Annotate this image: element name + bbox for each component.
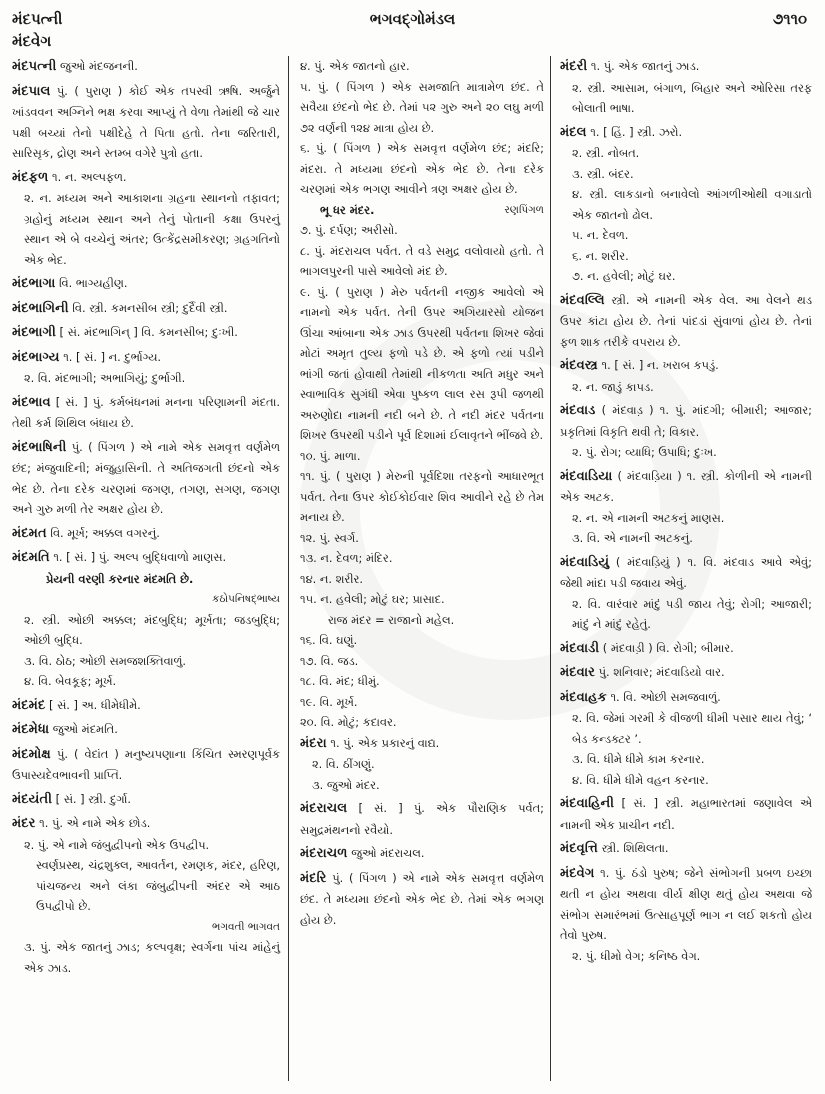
definition: વિ. ભાગ્યહીણ. (58, 276, 128, 290)
dictionary-entry (300, 843, 544, 865)
dictionary-entry (12, 547, 280, 692)
headword: મંદપત્ની (12, 59, 57, 74)
sense: ૧. પું. એક પ્રકારનું વાદ્ય. (330, 735, 440, 750)
headword: મંદર (12, 816, 36, 831)
headword: મંદવાર (560, 665, 595, 680)
sense: ૨. પું. ધીમો વેગ; કનિષ્ઠ વેગ. (572, 948, 701, 963)
dictionary-entry (12, 789, 280, 811)
guide-word-first: મંદપત્ની (12, 10, 63, 28)
definition: પું. ( પિંગળ ) એ નામે એક સમવૃત્ત વર્ણમેળ છંદ. તે મધ્યમા છંદનો એક ભેદ છે. તેમાં એક ભગણ હોય છે. (300, 870, 544, 927)
citation-quote: રાજ મંદર = રાજાનો મહેલ. (328, 612, 455, 627)
definition: [ સં. ] અ. ધીમેધીમે. (49, 697, 141, 712)
sense: ૩. જુઓ મંદર. (312, 777, 380, 792)
sense: ૪. પું. એક જાતનો હાર. (300, 59, 410, 73)
dictionary-entry (300, 733, 544, 796)
citation-source: કઠોપનિષદ્ભાષ્ય (211, 593, 280, 605)
headword: મંદવાડ (560, 403, 596, 418)
sense: ૮. પું. મંદરાચલ પર્વત. તે વડે સમુદ્ર વલોવાયો હતો. તે ભાગલપુરની પાસે આવેલો મંદ છે. (300, 243, 544, 278)
definition: વિ. મૂર્ખ; અક્કલ વગરનું. (50, 525, 160, 540)
sense: ૨. પું. રોગ; વ્યાધિ; ઉપાધિ; દુઃખ. (572, 445, 717, 459)
headword: મંદવેગ (560, 865, 595, 881)
sense: ૧૧. પું. ( પુરાણ ) મેરુની પૂર્વદિશા તરફનો આધારભૂત પર્વત. તેના ઉપર કોઈકોઈવાર શિવ આવીને રહે છે તેમ મનાય છે. (300, 469, 544, 524)
sense: ૩. વિ. ધીમે ધીમે કામ કરનાર. (572, 752, 705, 766)
dictionary-entry (560, 552, 812, 635)
sense: ૫. ન. દેવળ. (572, 228, 629, 242)
dictionary-entry (560, 355, 812, 397)
sense: ૫. પું. ( પિંગળ ) એક સમજાતિ માત્રામેળ છંદ. તે સવૈયા છંદનો ભેદ છે. તેમાં ૫૨ ગુરુ અને ૨૦ લઘુ મળી ૭૨ વર્ણની ૧૨૪ માત્રા હોય છે. (300, 79, 544, 135)
definition: પું. ( પિંગળ ) એ નામે એક સમવૃત્ત વર્ણમેળ છંદ; મંજુવાદિની; મંજુહાસિની. તે અતિજગતી છંદનો એક ભેદ છે. તેના દરેક ચરણમાં જગણ, તગણ, સગણ, જગણ અને ગુરુ મળી તેર અક્ષર હોય છે. (12, 439, 280, 516)
headword: મંદભાગા (12, 276, 56, 291)
headword: મંદભાગ્ય (12, 349, 60, 365)
sense: ૨. ન. એ નામની અટકનું માણસ. (572, 510, 725, 525)
dictionary-entry (12, 347, 280, 389)
dictionary-entry (12, 437, 280, 520)
headword: મંદવૃત્તિ (560, 841, 598, 856)
sense: ૩. વિ. ઠોઠ; ઓછી સમજશક્તિવાળું. (24, 653, 186, 668)
sense: ૨. સ્ત્રી. ઓછી અક્કલ; મંદબુદ્ધિ; મૂર્ખતા; જડબુદ્ધિ; ઓછી બુદ્ધિ. (24, 612, 280, 647)
headword: મંદમેધા (12, 722, 50, 737)
sense: ૧૦. પું. માળા. (300, 448, 361, 463)
headword: મંદપાલ (12, 83, 51, 99)
sense: ૧૯. વિ. મૂર્ખ. (300, 694, 358, 709)
definition: સ્ત્રી. શિથિલતા. (601, 841, 669, 855)
dictionary-entry (12, 298, 280, 320)
sense: ૪. સ્ત્રી. લાકડાનો બનાવેલો આંગળીઓથી વગાડાતો એક જાતનો ઢોલ. (572, 187, 812, 222)
column-3 (560, 56, 812, 969)
headword: મંદરા (300, 735, 327, 751)
dictionary-entry (560, 122, 812, 287)
dictionary-entry (12, 719, 280, 741)
headword: મંદવાહક (560, 689, 607, 705)
dictionary-entry (12, 813, 280, 978)
sense: ૩. સ્ત્રી. બંદર. (572, 166, 634, 181)
sense: ૩. પું. એક જાતનું ઝાડ; કલ્પવૃક્ષ; સ્વર્ગના પાંચ માંહેનું એક ઝાડ. (24, 940, 280, 975)
citation-quote: ભૂ ધર મંદર. (320, 202, 375, 217)
column-divider (288, 56, 289, 1081)
dictionary-entry (560, 290, 812, 353)
dictionary-entry (560, 638, 812, 660)
headword: મંદરાચલ (300, 801, 348, 816)
dictionary-entry (300, 868, 544, 931)
headword: મંદમતિ (12, 550, 50, 565)
citation-quote: સ્વર્ણપ્રસ્થ, ચંદ્રશુક્લ, આવર્તન, રમણક, મંદર, હરિણ, પાંચજન્ય અને લંકા જંબુદ્વીપની અંદર એ આઠ ઉપદ્વીપો છે. (36, 858, 280, 913)
definition: પું. શનિવાર; મંદવાડિયો વાર. (598, 665, 725, 679)
headword: મંદરી (560, 59, 588, 74)
headword: મંદવાડી (560, 640, 600, 656)
headword: મંદરાચળ (300, 846, 348, 861)
page-number: ૭૧૧૦ (772, 10, 807, 28)
column-divider (550, 56, 551, 1081)
sense: ૬. પું. ( પિંગળ ) એક સમવૃત્ત વર્ણમેળ છંદ; મંદરિ; મંદરા. તે મધ્યમા છંદનો એક ભેદ છે. તેના દરેક ચરણમાં એક ભગણ આવીને ત્રણ અક્ષર હોય છે. (300, 141, 544, 196)
definition: સ્ત્રી. એ નામની એક વેલ. આ વેલને થડ ઉપર કાંટા હોય છે. તેનાં પાંદડાં સુંવાળાં હોય છે. તેનાં ફળ શાક તરીકે વપરાય છે. (560, 292, 812, 349)
dictionary-entry (560, 466, 812, 549)
running-title: ભગવદ્ગોમંડલ (369, 10, 456, 28)
dictionary-entry (12, 392, 280, 434)
definition: [ સં. ] સ્ત્રી. મહાભારતમાં જણાવેલ એ નામની એક પ્રાચીન નદી. (560, 796, 813, 832)
definition: [ સં. ] સ્ત્રી. દુર્ગા. (55, 791, 132, 806)
sense: ૩. વિ. એ નામની અટકનું. (572, 531, 693, 545)
sense: ૧. [ હિં. ] સ્ત્રી. ઝરો. (590, 124, 683, 139)
citation-quote: પ્રેયની વરણી કરનાર મંદમતિ છે. (46, 571, 194, 586)
sense: ૧૩. ન. દેવળ; મંદિર. (300, 551, 393, 565)
dictionary-entry (560, 838, 812, 860)
dictionary-entry (12, 695, 280, 717)
dictionary-entry (12, 322, 280, 344)
definition: જુઓ મંદજનની. (59, 59, 138, 73)
sense: ૧૮. વિ. મંદ; ધીમું. (300, 674, 380, 688)
dictionary-entry (560, 56, 812, 119)
dictionary-entry (12, 167, 280, 271)
headword: મંદમત (12, 525, 47, 541)
dictionary-entry (560, 863, 812, 967)
headword: મંદભાષિની (12, 439, 67, 455)
headword: મંદભાગી (12, 325, 56, 340)
dictionary-entry (560, 793, 812, 835)
headword: મંદફળ (12, 169, 49, 185)
headword: મંદવલ્લિ (560, 292, 605, 308)
dictionary-entry (560, 400, 812, 463)
sense: ૨. વિ. ઠીંગણું. (312, 757, 375, 771)
definition: [ સં. મંદભાગિન્ ] વિ. કમનસીબ; દુઃખી. (59, 325, 238, 339)
sense: ૪. વિ. ધીમે ધીમે વહન કરનાર. (572, 772, 709, 787)
sense: ( મંદવાડ઼િયા ) ૧. સ્ત્રી. કોળીની એ નામની એક અટક. (560, 468, 812, 504)
column-2 (300, 56, 544, 933)
dictionary-entry (560, 687, 812, 791)
headword: મંદવાડિયા (560, 468, 613, 484)
column-1 (12, 56, 280, 981)
headword: મંદવસ્ત્ર (560, 358, 598, 373)
sense: ૨૦. વિ. મોટું; કદાવર. (300, 715, 397, 729)
definition: જુઓ મંદમતિ. (52, 722, 118, 736)
sense: ૧. ન. અલ્પફળ. (52, 169, 127, 184)
definition: [ સં. ] પું. એક પૌરાણિક પર્વત; સમુદ્રમંથનનો રવૈયો. (300, 801, 544, 837)
headword: મંદરિ (300, 870, 327, 886)
sense: ૭. પું. દર્પણ; અરીસો. (300, 223, 398, 237)
headword: મંદવાડિયું (560, 554, 610, 570)
sense: ૪. વિ. બેવકૂફ; મૂર્ખ. (24, 674, 117, 688)
page-header (0, 0, 825, 52)
sense: ( મંદવાડ઼િયું ) ૧. વિ. મંદવાડ આવે એવું; જેથી માંદા પડી જવાય એવું. (560, 554, 812, 590)
dictionary-entry (12, 56, 280, 78)
sense: ૧. પું. એક જાતનું ઝાડ. (590, 59, 700, 73)
sense: ૧૨. પું. સ્વર્ગ. (300, 530, 359, 545)
sense: ૧૪. ન. શરીર. (300, 571, 364, 586)
sense: ( મંદવાડ઼ ) ૧. પું. માંદગી; બીમારી; આજાર; પ્રકૃતિમાં વિકૃતિ થવી તે; વિકાર. (560, 403, 812, 439)
definition: પું. ( વેદાંત ) મનુષ્યપણાના કિંચિત સ્મરણપૂર્વક ઉપાસ્યદેવભાવની પ્રાપ્તિ. (12, 746, 280, 782)
citation-source: ભગવતી ભાગવત (211, 920, 280, 933)
sense: ૧૫. ન. હવેલી; મોટું ઘર; પ્રાસાદ. (300, 592, 445, 606)
sense: ૨. વિ. જેમાં ગરમી કે વીજળી ધીમી પસાર થાય તેવું; ‘ બેડ કન્ડક્ટર ’. (572, 711, 812, 746)
sense: ૬. ન. શરીર. (572, 248, 629, 263)
sense: ૭. ન. હવેલી; મોટું ઘર. (572, 269, 676, 283)
definition: પું. ( પુરાણ ) કોઈ એક તપસ્વી ઋષિ. અર્જુને ખાંડવવન અગ્નિને ભક્ષ કરવા આપ્યું તે વેળા તેમાંથી જે ચાર પક્ષી બચ્યાં તેનો પક્ષીદેહે તે પિતા હતો. તેના જરિતારી, સારિસૃક, દ્રોણ અને સ્તમ્બ વગેરે પુત્રો હતા. (12, 83, 280, 160)
sense: ૧. વિ. ઓછી સમજવાળું. (610, 689, 721, 704)
headword: મંદવાહિની (560, 796, 615, 811)
sense: ૨. સ્ત્રી. નોબત. (572, 146, 640, 160)
sense: ૧. પું. ઠંડો પુરુષ; જેને સંભોગની પ્રબળ ઇચ્છા થતી ન હોય અથવા વીર્ય ક્ષીણ થતું હોય અથવા જે સંભોગ સમારંભમાં ઉત્સાહપૂર્ણ ભાગ ન લઈ શકતો હોય તેવો પુરુષ. (560, 865, 812, 942)
dictionary-entry (12, 273, 280, 295)
sense: ૧. [ સં. ] ન. ખરાબ કપડું. (601, 358, 719, 372)
guide-word-last: મંદવેગ (12, 32, 52, 50)
headword: મંદમંદ (12, 697, 46, 713)
dictionary-entry (12, 744, 280, 786)
dictionary-entry (12, 81, 280, 164)
headword: મંદમોક્ષ (12, 746, 51, 762)
sense: ૨. ન. મધ્યમ અને આકાશના ગ્રહના સ્થાનનો તફાવત; ગ્રહોનું મધ્યમ સ્થાન અને તેનું પોતાની કક્ષા ઉપરનું સ્થાન એ બે વચ્ચેનું અંતર; ઉત્કેંદ્રસમીકરણ; ગ્રહગતિનો એક ભેદ. (24, 191, 280, 267)
definition: [ સં. ] પું. કર્મબંધનમાં મનના પરિણામની મંદતા. તેથી કર્મ શિથિલ બંધાય છે. (12, 394, 280, 430)
sense: ૧. [ સં. ] પું. અલ્પ બુદ્ધિવાળો માણસ. (53, 550, 227, 564)
sense: ૨. સ્ત્રી. આસામ, બંગાળ, બિહાર અને ઓરિસા તરફ બોલાતી ભાષા. (572, 80, 812, 115)
citation-line (300, 200, 544, 221)
sense: ૯. પું. ( પુરાણ ) મેરુ પર્વતની નજીક આવેલો એ નામનો એક પર્વત. તેની ઉપર અગિયારસો યોજન ઊંચા આંબાના એક ઝાડ ઉપરથી પર્વતના શિખર જેવાં મોટાં અમૃત તુલ્ય ફળો પડે છે. એ ફળો ત્યાં પડીને ભાંગી જતાં હોવાથી તેમાંથી નીકળતા અતિ મધુર અને સ્વાભાવિક સુગંધી એવા પુષ્કળ લાલ રસ રૂપી જળથી અરુણોદા નામની નદી બને છે. તે નદી મંદર પર્વતના શિખર ઉપરથી પડીને પૂર્વ દિશામાં ઈલાવૃતને ભીંજવે છે. (300, 284, 544, 442)
headword: મંદયંતી (12, 791, 52, 807)
sense: ૨. વિ. વારંવાર માંદું પડી જાય તેવું; રોગી; આજારી; માંદું ને માંદું રહેતું. (572, 596, 812, 631)
sense: ૨. પું. એ નામે જંબુદ્વીપનો એક ઉપદ્વીપ. (24, 837, 210, 852)
dictionary-entry (300, 798, 544, 840)
sense: ૧. પું. એ નામે એક છોડ. (39, 816, 151, 830)
sense: ૧. [ સં. ] ન. દુર્ભાગ્ય. (63, 349, 162, 364)
definition: જુઓ મંદરાચલ. (351, 846, 425, 860)
headword: મંદભાવ (12, 394, 51, 410)
headword: મંદલ (560, 124, 587, 140)
definition: ( મંદવાડ઼ી ) વિ. રોગી; બીમાર. (602, 640, 734, 655)
definition: વિ. સ્ત્રી. કમનસીબ સ્ત્રી; દુર્દૈવી સ્ત્રી. (72, 300, 228, 315)
citation-source: રણપિંગળ (504, 203, 544, 216)
headword: મંદભાગિની (12, 300, 69, 316)
sense: ૨. ન. જાડું કાપડ. (572, 379, 654, 394)
dictionary-entry (560, 662, 812, 684)
sense: ૧૬. વિ. ઘણું. (300, 633, 358, 647)
sense: ૨. વિ. મંદભાગી; અભાગિયું; દુર્ભાગી. (24, 371, 186, 385)
dictionary-entry (12, 523, 280, 545)
sense: ૧૭. વિ. જડ. (300, 653, 359, 668)
